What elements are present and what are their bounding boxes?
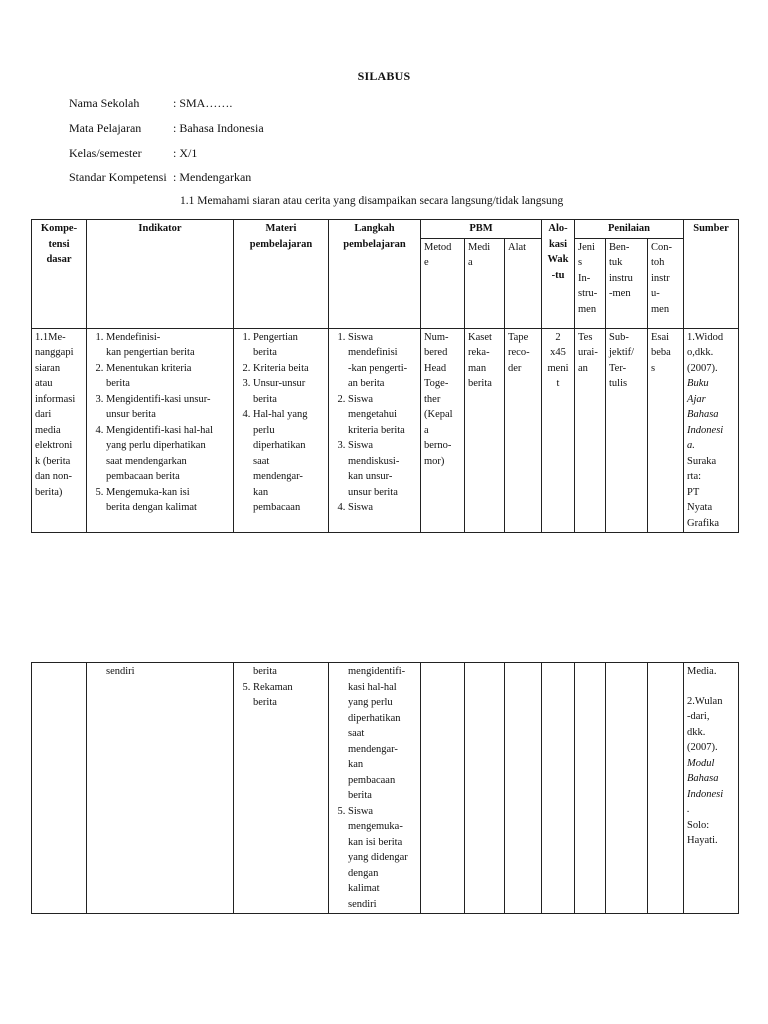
sumber-text: 1.Widod o,dkk. (2007).	[687, 331, 724, 374]
langkah-continued: mengidentifi- kasi hal-hal yang perlu diperhatikan saat mendengar- kan pembacaan berita	[348, 666, 406, 801]
header-penilaian: Penilaian	[575, 220, 684, 239]
cell-indikator	[87, 328, 234, 533]
meta-label-mapel: Mata Pelajaran	[69, 121, 142, 135]
cell-kompetensi	[32, 663, 87, 914]
header-metode: Metod e	[421, 238, 465, 328]
sumber-text: 2.Wulan -dari, dkk. (2007).	[687, 695, 723, 753]
cell-metode: Num- bered Head Toge- ther (Kepal a berno- mor)	[421, 328, 465, 533]
list-item: 3. Mengidentifi-kasi unsur- unsur berita	[106, 392, 230, 423]
cell-kompetensi: 1.1Me- nanggapi siaran atau informasi dari media elektroni k (berita dan non- berita)	[32, 328, 87, 533]
sumber-text: Media.	[687, 666, 717, 677]
meta-value-sekolah: : SMA…….	[173, 96, 233, 110]
syllabus-table-page2	[31, 662, 739, 914]
cell-contoh: Esai beba s	[648, 328, 684, 533]
page-title: SILABUS	[357, 69, 411, 83]
cell-sumber	[684, 663, 739, 914]
cell-media	[465, 663, 505, 914]
cell-jenis	[575, 663, 606, 914]
sumber-publisher: Solo: Hayati.	[687, 819, 718, 846]
kompetensi-dasar-line: 1.1 Memahami siaran atau cerita yang disampaikan secara langsung/tidak langsung	[180, 195, 564, 207]
sumber-book-title: Buku Ajar Bahasa Indonesi a.	[687, 378, 724, 451]
header-sumber: Sumber	[684, 220, 739, 329]
cell-indikator: sendiri	[87, 663, 234, 914]
cell-alat	[505, 663, 542, 914]
list-item: 4. Siswa	[348, 500, 417, 516]
cell-langkah	[329, 328, 421, 533]
cell-metode	[421, 663, 465, 914]
cell-jenis: Tes urai- an	[575, 328, 606, 533]
list-item: 2. Menentukan kriteria berita	[106, 361, 230, 392]
syllabus-table-page1	[31, 219, 739, 533]
header-kompetensi: Kompe- tensi dasar	[32, 220, 87, 329]
meta-label-kelas: Kelas/semester	[69, 146, 142, 160]
cell-contoh	[648, 663, 684, 914]
cell-alokasi: 2 x45 meni t	[542, 328, 575, 533]
sumber-publisher: Suraka rta: PT Nyata Grafika	[687, 455, 720, 529]
meta-value-mapel: : Bahasa Indonesia	[173, 121, 264, 135]
list-item: 1. Mendefinisi- kan pengertian berita	[106, 330, 230, 361]
header-contoh: Con- toh instr u- men	[648, 238, 684, 328]
header-indikator: Indikator	[87, 220, 234, 329]
cell-bentuk	[606, 663, 648, 914]
list-item: 5. Siswa mengemuka- kan isi berita yang didengar dengan kalimat sendiri	[348, 804, 417, 913]
meta-label-sk: Standar Kompetensi	[69, 170, 167, 184]
list-item: 1. Pengertian berita	[253, 330, 325, 361]
cell-media: Kaset reka- man berita	[465, 328, 505, 533]
header-langkah: Langkah pembelajaran	[329, 220, 421, 329]
cell-bentuk: Sub- jektif/ Ter- tulis	[606, 328, 648, 533]
header-materi: Materi pembelajaran	[234, 220, 329, 329]
meta-label-sekolah: Nama Sekolah	[69, 96, 140, 110]
list-item: 1. Siswa mendefinisi -kan pengerti- an berita	[348, 330, 417, 392]
cell-alat: Tape reco- der	[505, 328, 542, 533]
header-pbm: PBM	[421, 220, 542, 239]
list-item: 2. Kriteria beita	[253, 361, 325, 377]
cell-materi	[234, 663, 329, 914]
meta-value-kelas: : X/1	[173, 146, 198, 160]
header-alokasi: Alo- kasi Wak -tu	[542, 220, 575, 329]
meta-value-sk: : Mendengarkan	[173, 170, 252, 184]
materi-continued: berita	[253, 666, 277, 677]
list-item: 5. Rekaman berita	[253, 680, 325, 711]
cell-langkah	[329, 663, 421, 914]
list-item: 4. Hal-hal yang perlu diperhatikan saat mendengar- kan pembacaan	[253, 407, 325, 516]
list-item: 3. Unsur-unsur berita	[253, 376, 325, 407]
sumber-spacer	[687, 680, 735, 694]
sumber-book-title: Modul Bahasa Indonesi .	[687, 757, 724, 815]
list-item: 2. Siswa mengetahui kriteria berita	[348, 392, 417, 439]
cell-sumber	[684, 328, 739, 533]
cell-alokasi	[542, 663, 575, 914]
list-item: 4. Mengidentifi-kasi hal-hal yang perlu diperhatikan saat mendengarkan pembacaan berita	[106, 423, 230, 485]
header-bentuk: Ben- tuk instru -men	[606, 238, 648, 328]
header-media: Medi a	[465, 238, 505, 328]
list-item: 3. Siswa mendiskusi- kan unsur- unsur berita	[348, 438, 417, 500]
header-jenis: Jeni s In- stru- men	[575, 238, 606, 328]
header-alat: Alat	[505, 238, 542, 328]
cell-materi	[234, 328, 329, 533]
list-item: 5. Mengemuka-kan isi berita dengan kalimat	[106, 485, 230, 516]
